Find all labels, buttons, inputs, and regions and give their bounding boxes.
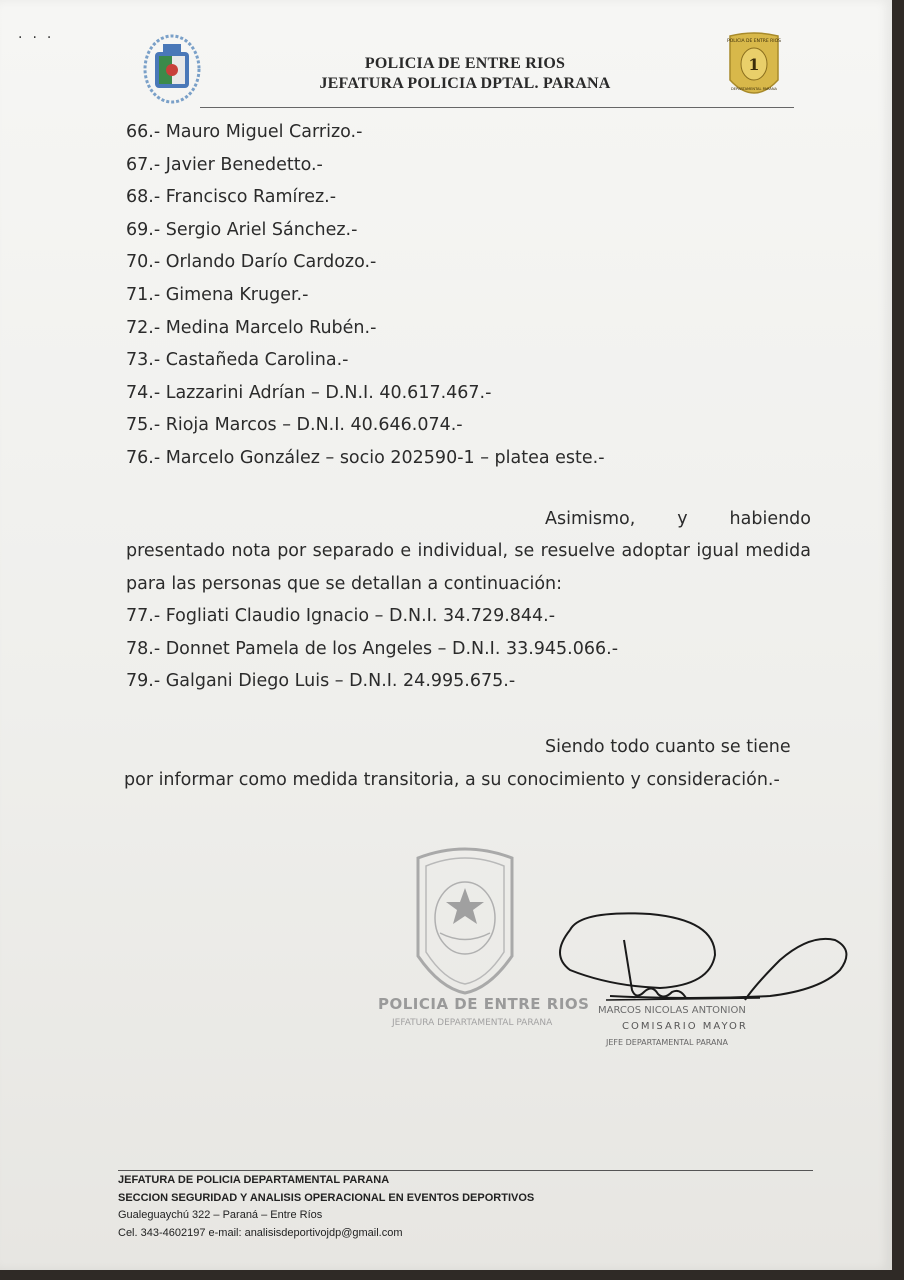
- header-line-1: POLICIA DE ENTRE RIOS: [364, 55, 566, 72]
- stamp-title: POLICIA DE ENTRE RIOS: [378, 995, 590, 1013]
- footer-divider: [118, 1170, 813, 1171]
- footer-address: Gualeguaychú 322 – Paraná – Entre Ríos: [118, 1209, 323, 1221]
- list-item: 66.- Mauro Miguel Carrizo.-: [126, 122, 363, 142]
- list-item: 78.- Donnet Pamela de los Angeles – D.N.I. 33.945.066.-: [126, 638, 619, 659]
- list-item: 73.- Castañeda Carolina.-: [126, 350, 349, 371]
- signer-post: JEFE DEPARTAMENTAL PARANA: [606, 1038, 728, 1047]
- police-badge-icon: [724, 30, 784, 106]
- persons-list-additional: [126, 600, 826, 698]
- signer-name: MARCOS NICOLAS ANTONION: [598, 1005, 746, 1016]
- scan-marks: ···: [18, 30, 62, 46]
- persons-list: [126, 116, 826, 475]
- svg-text:POLICIA DE ENTRE RIOS: POLICIA DE ENTRE RIOS: [726, 39, 782, 44]
- list-item: 77.- Fogliati Claudio Ignacio – D.N.I. 34.729.844.-: [126, 606, 556, 626]
- provincial-shield-icon: [143, 34, 201, 104]
- list-item: 70.- Orlando Darío Cardozo.-: [126, 252, 377, 273]
- list-item: 79.- Galgani Diego Luis – D.N.I. 24.995.675.-: [126, 671, 516, 692]
- list-item: 69.- Sergio Ariel Sánchez.-: [126, 219, 358, 240]
- list-item: 75.- Rioja Marcos – D.N.I. 40.646.074.-: [126, 415, 463, 436]
- footer: [118, 1172, 534, 1242]
- header-title: [260, 54, 670, 94]
- list-item: 67.- Javier Benedetto.-: [126, 154, 323, 175]
- paragraph-1-opening: Asimismo, y habiendo: [545, 509, 811, 529]
- paragraph-1-body: presentado nota por separado e individual, se resuelve adoptar igual medida para las personas que se detallan a continuación:: [126, 541, 811, 594]
- signer-rank: COMISARIO MAYOR: [622, 1021, 748, 1032]
- svg-text:DEPARTAMENTAL PARANA: DEPARTAMENTAL PARANA: [731, 87, 777, 91]
- paragraph-2-opening: Siendo todo cuanto se tiene: [545, 737, 791, 757]
- paragraph-2-body: por informar como medida transitoria, a su conocimiento y consideración.-: [124, 770, 780, 790]
- list-item: 71.- Gimena Kruger.-: [126, 284, 309, 305]
- header-line-2: JEFATURA POLICIA DPTAL. PARANA: [319, 75, 611, 92]
- stamp-subtitle: JEFATURA DEPARTAMENTAL PARANA: [392, 1018, 553, 1028]
- handwritten-signature: [540, 900, 860, 1020]
- list-item: 74.- Lazzarini Adrían – D.N.I. 40.617.467.-: [126, 382, 492, 403]
- footer-line-1: JEFATURA DE POLICIA DEPARTAMENTAL PARANA: [118, 1174, 390, 1186]
- svg-text:1: 1: [748, 55, 760, 74]
- list-item: 72.- Medina Marcelo Rubén.-: [126, 317, 377, 338]
- header-divider: [200, 107, 794, 108]
- list-item: 76.- Marcelo González – socio 202590-1 – platea este.-: [126, 447, 605, 468]
- list-item: 68.- Francisco Ramírez.-: [126, 187, 337, 208]
- footer-contact: Cel. 343-4602197 e-mail: analisisdeportivojdp@gmail.com: [118, 1226, 403, 1239]
- footer-line-2: SECCION SEGURIDAD Y ANALISIS OPERACIONAL EN EVENTOS DEPORTIVOS: [118, 1191, 535, 1204]
